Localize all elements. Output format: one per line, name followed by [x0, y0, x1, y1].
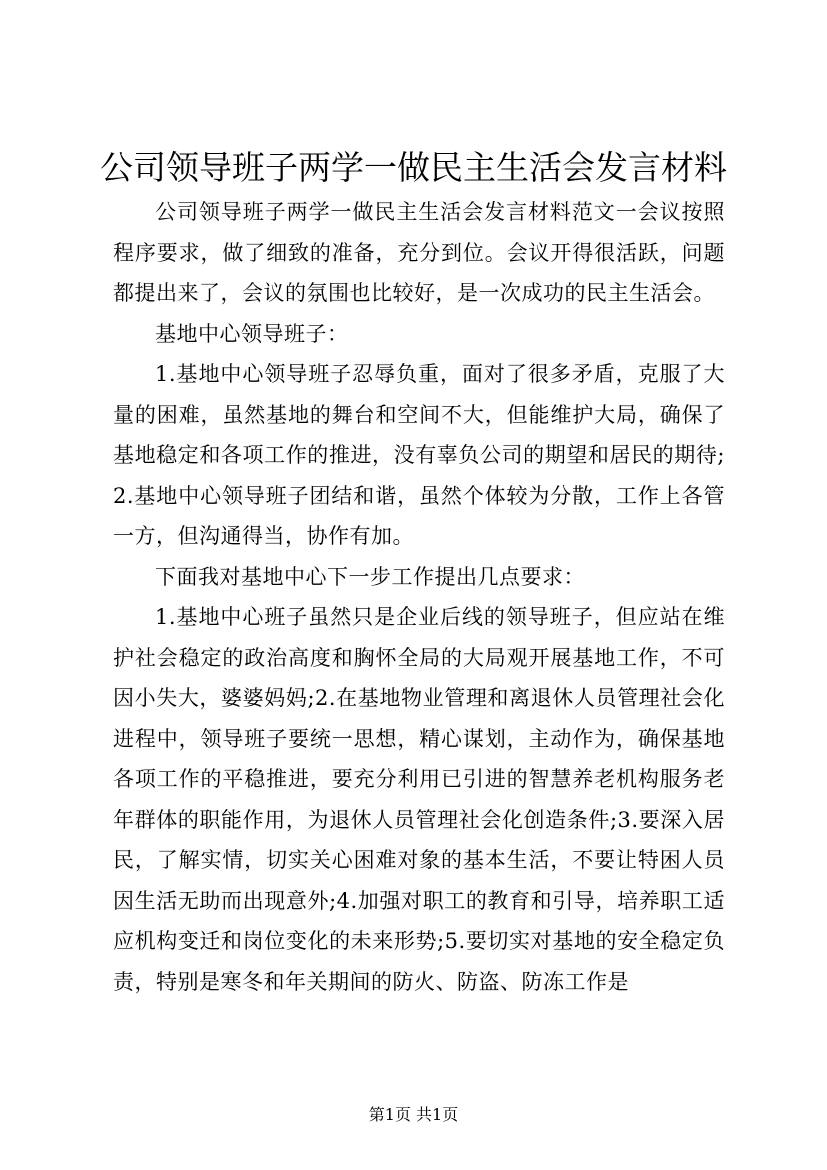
paragraph-heading-leadership: 基地中心领导班子： [155, 321, 349, 346]
paragraph-evaluation: 1.基地中心领导班子忍辱负重，面对了很多矛盾，克服了大量的困难，虽然基地的舞台和空间不大，但能维护大局，确保了基地稳定和各项工作的推进，没有辜负公司的期望和居民的期待;2.基地中心领导班子团结和谐，虽然个体较为分散，工作上各管一方，但沟通得当，协作有加。 [113, 362, 725, 548]
paragraph-intro: 公司领导班子两学一做民主生活会发言材料范文一会议按照程序要求，做了细致的准备，充分到位。会议开得很活跃，问题都提出来了，会议的氛围也比较好，是一次成功的民主生活会。 [113, 200, 725, 305]
paragraph-requirements: 1.基地中心班子虽然只是企业后线的领导班子，但应站在维护社会稳定的政治高度和胸怀全局的大局观开展基地工作，不可因小失大，婆婆妈妈;2.在基地物业管理和离退休人员管理社会化进程中，领导班子要统一思想，精心谋划，主动作为，确保基地各项工作的平稳推进，要充分利用已引进的智慧养老机构服务老年群体的职能作用，为退休人员管理社会化创造条件;3.要深入居民，了解实情，切实关心困难对象的基本生活，不要让特困人员因生活无助而出现意外;4.加强对职工的教育和引导，培养职工适应机构变迁和岗位变化的未来形势;5.要切实对基地的安全稳定负责，特别是寒冬和年关期间的防火、防盗、防冻工作是 [113, 605, 725, 994]
paragraph-heading-requirements: 下面我对基地中心下一步工作提出几点要求： [155, 564, 585, 589]
page-footer: 第1页 共1页 [368, 1105, 459, 1124]
document-title: 公司领导班子两学一做民主生活会发言材料 [100, 148, 727, 187]
document-body [113, 192, 725, 1002]
